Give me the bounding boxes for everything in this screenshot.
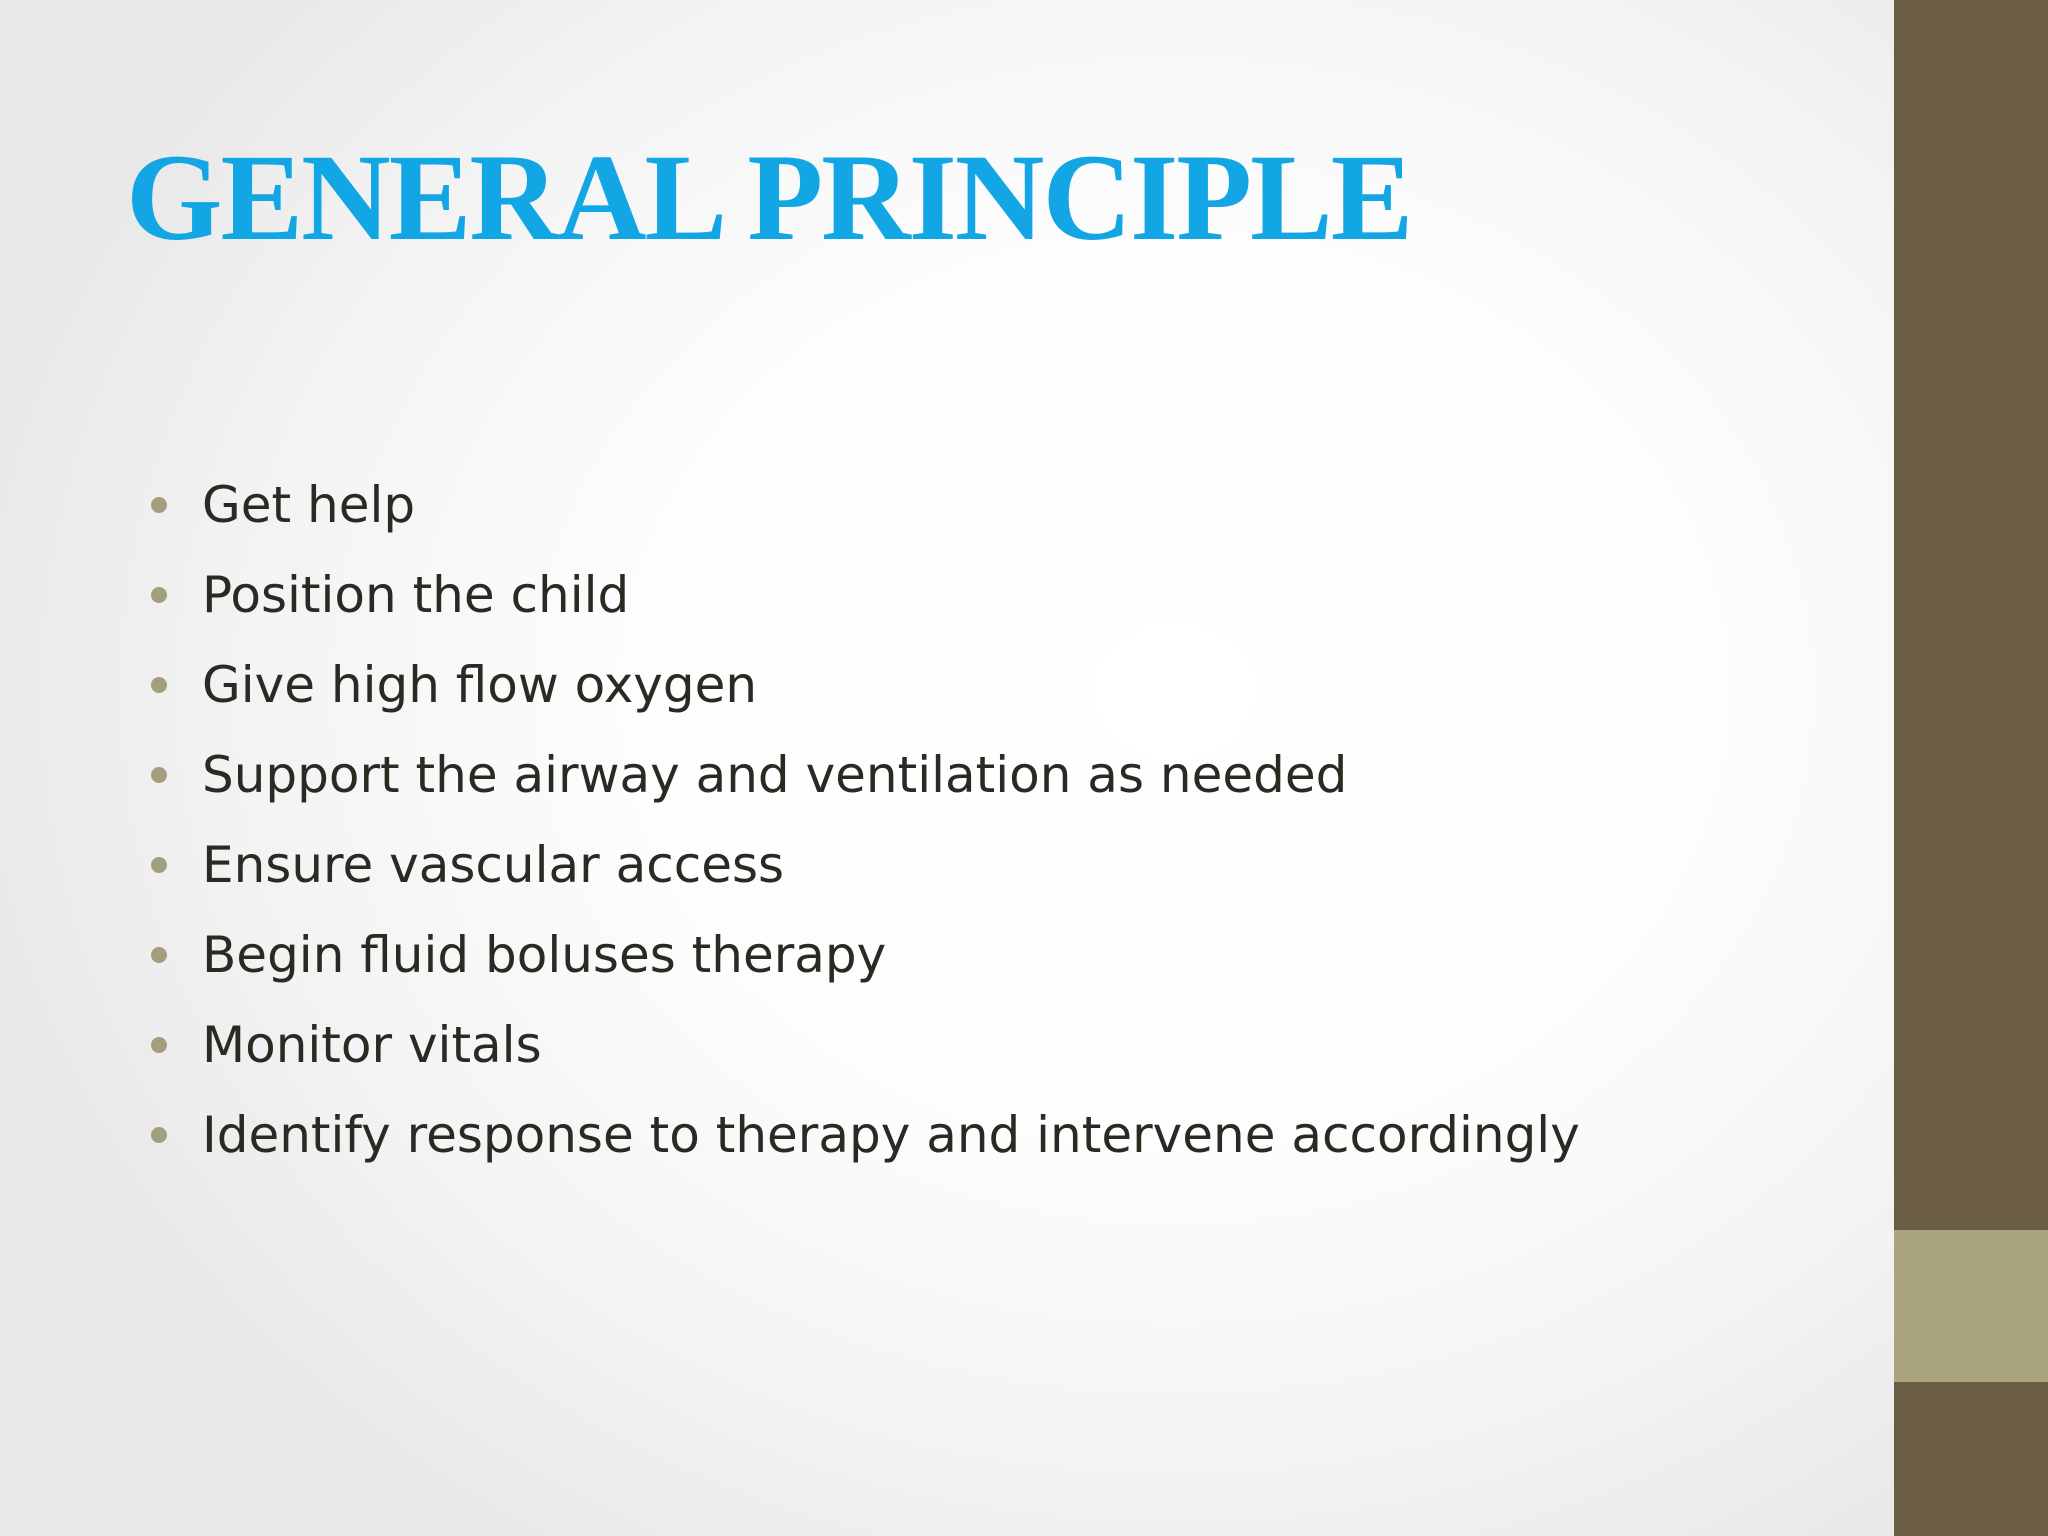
bullet-icon — [151, 677, 167, 693]
bullet-list — [148, 460, 1580, 1180]
list-item — [148, 1000, 1580, 1090]
list-item — [148, 460, 1580, 550]
bullet-text: Get help — [202, 476, 416, 534]
list-item — [148, 550, 1580, 640]
bullet-text: Monitor vitals — [202, 1016, 542, 1074]
slide-title: GENERAL PRINCIPLE — [126, 129, 1412, 266]
bullet-icon — [151, 1037, 167, 1053]
bullet-text: Give high flow oxygen — [202, 656, 758, 714]
bullet-icon — [151, 587, 167, 603]
decorative-side-accent — [1894, 1230, 2048, 1382]
bullet-text: Begin fluid boluses therapy — [202, 926, 887, 984]
bullet-text: Identify response to therapy and intervene accordingly — [202, 1106, 1580, 1164]
list-item — [148, 640, 1580, 730]
bullet-text: Position the child — [202, 566, 630, 624]
bullet-icon — [151, 1127, 167, 1143]
bullet-icon — [151, 767, 167, 783]
bullet-icon — [151, 857, 167, 873]
list-item — [148, 820, 1580, 910]
list-item — [148, 730, 1580, 820]
bullet-text: Ensure vascular access — [202, 836, 785, 894]
list-item — [148, 910, 1580, 1000]
bullet-text: Support the airway and ventilation as needed — [202, 746, 1348, 804]
list-item — [148, 1090, 1580, 1180]
bullet-icon — [151, 947, 167, 963]
bullet-icon — [151, 497, 167, 513]
